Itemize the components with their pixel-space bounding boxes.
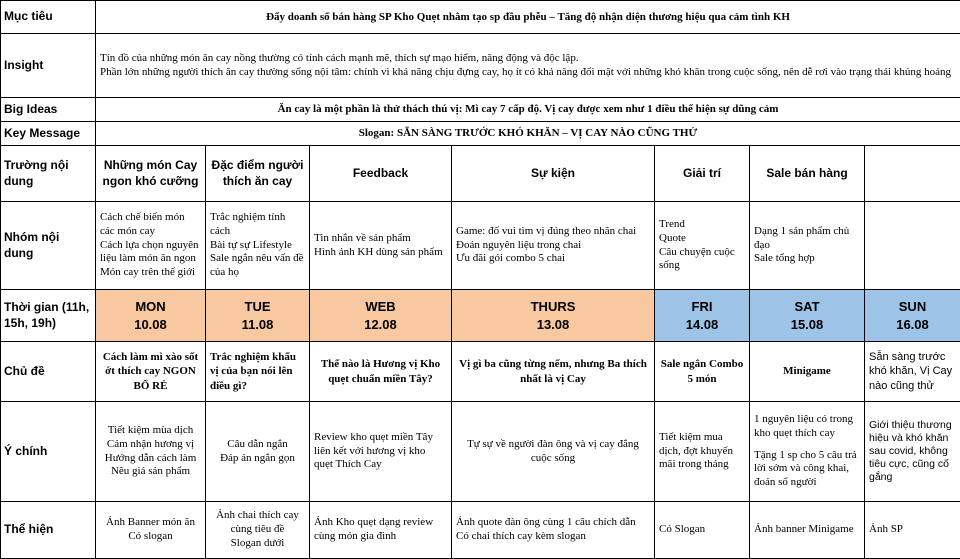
day-name: MON <box>100 298 201 316</box>
day-name: WEB <box>314 298 447 316</box>
nhom-cell <box>310 202 452 290</box>
chu-de-cell: Sẵn sàng trước khó khăn, Vị Cay nào cũng thử <box>865 342 960 402</box>
the-hien-cell <box>310 502 452 559</box>
y-chinh-item: 1 nguyên liệu có trong kho quẹt thích cay <box>754 413 860 441</box>
row-label-y-chinh: Ý chính <box>1 402 96 502</box>
day-cell-web <box>310 290 452 342</box>
truong-cell: Đặc điểm người thích ăn cay <box>206 146 310 202</box>
day-cell-tue <box>206 290 310 342</box>
nhom-cell <box>96 202 206 290</box>
chu-de-cell: Trắc nghiệm khẩu vị của bạn nói lên điều gì? <box>206 342 310 402</box>
the-hien-item: Ảnh Kho quẹt dạng review cùng món gia đình <box>314 516 447 544</box>
day-date: 16.08 <box>869 316 956 334</box>
y-chinh-cell <box>655 402 750 502</box>
day-cell-fri <box>655 290 750 342</box>
the-hien-item: Ảnh banner Minigame <box>754 523 860 537</box>
the-hien-item: Có slogan <box>100 530 201 544</box>
the-hien-item: Ảnh quote đàn ông cùng 1 câu chích dẫn <box>456 516 650 530</box>
truong-cell: Sale bán hàng <box>750 146 865 202</box>
row-y-chinh <box>1 402 960 502</box>
chu-de-cell: Minigame <box>750 342 865 402</box>
truong-cell: Những món Cay ngon khó cưỡng <box>96 146 206 202</box>
y-chinh-cell <box>452 402 655 502</box>
y-chinh-item: Tự sự về người đàn ông và vị cay đắng cuộc sống <box>456 438 650 466</box>
nhom-cell <box>865 202 960 290</box>
y-chinh-item: Đáp án ngắn gọn <box>210 452 305 466</box>
the-hien-cell <box>655 502 750 559</box>
chu-de-cell: Cách làm mì xào sốt ớt thích cay NGON BỔ RẺ <box>96 342 206 402</box>
nhom-item: Trắc nghiệm tính cách <box>210 211 305 239</box>
nhom-item: Trend <box>659 218 745 232</box>
nhom-item: Đoán nguyên liệu trong chai <box>456 239 650 253</box>
nhom-item: Quote <box>659 232 745 246</box>
the-hien-item: Ảnh chai thích cay cùng tiêu đề <box>210 509 305 537</box>
nhom-item: Cách lựa chọn nguyên liệu làm món ăn ngon <box>100 239 201 267</box>
nhom-item: Dạng 1 sản phẩm chủ đạo <box>754 225 860 253</box>
y-chinh-item: Tiết kiệm mua dịch, đợt khuyến mãi trong tháng <box>659 431 745 472</box>
insight-value <box>96 34 960 98</box>
the-hien-cell <box>452 502 655 559</box>
row-chu-de <box>1 342 960 402</box>
y-chinh-cell <box>96 402 206 502</box>
y-chinh-cell <box>310 402 452 502</box>
nhom-cell <box>206 202 310 290</box>
day-date: 15.08 <box>754 316 860 334</box>
row-truong-noi-dung <box>1 146 960 202</box>
row-insight <box>1 34 960 98</box>
row-muc-tieu <box>1 1 960 34</box>
the-hien-cell <box>750 502 865 559</box>
row-nhom-noi-dung <box>1 202 960 290</box>
row-label-insight: Insight <box>1 34 96 98</box>
the-hien-cell <box>96 502 206 559</box>
the-hien-item: Có chai thích cay kèm slogan <box>456 530 650 544</box>
day-date: 14.08 <box>659 316 745 334</box>
y-chinh-item: Hướng dẫn cách làm <box>100 452 201 466</box>
row-the-hien <box>1 502 960 559</box>
chu-de-cell: Sale ngắn Combo 5 món <box>655 342 750 402</box>
row-label-big-ideas: Big Ideas <box>1 98 96 122</box>
row-big-ideas <box>1 98 960 122</box>
row-label-nhom-noi-dung: Nhóm nội dung <box>1 202 96 290</box>
row-label-muc-tieu: Mục tiêu <box>1 1 96 34</box>
row-thoi-gian <box>1 290 960 342</box>
y-chinh-item: Giới thiệu thương hiệu và khó khăn sau covid, không tiêu cực, cũng cố gắng <box>869 419 956 485</box>
nhom-cell <box>750 202 865 290</box>
day-name: THURS <box>456 298 650 316</box>
day-name: TUE <box>210 298 305 316</box>
nhom-cell <box>452 202 655 290</box>
nhom-item: Bài tự sự Lifestyle <box>210 239 305 253</box>
insight-line: Tín đồ của những món ăn cay nồng thường có tính cách mạnh mẽ, thích sự mạo hiểm, năng động và độc lập. <box>100 52 956 66</box>
y-chinh-item: Nêu giá sản phẩm <box>100 465 201 479</box>
insight-line: Phần lớn những người thích ăn cay thường sống nội tâm: chính vì khả năng chịu đựng cay, họ ít có khả năng đối mặt với những khó khăn trong cuộc sống, nên dễ rơi vào trạng thái khủng hoảng <box>100 66 956 80</box>
the-hien-item: Ảnh SP <box>869 523 956 537</box>
day-cell-sat <box>750 290 865 342</box>
day-date: 12.08 <box>314 316 447 334</box>
day-name: SAT <box>754 298 860 316</box>
truong-cell: Giải trí <box>655 146 750 202</box>
truong-cell: Feedback <box>310 146 452 202</box>
day-cell-mon <box>96 290 206 342</box>
day-name: SUN <box>869 298 956 316</box>
the-hien-cell <box>206 502 310 559</box>
chu-de-cell: Vị gì ba cũng từng nếm, nhưng Ba thích nhất là vị Cay <box>452 342 655 402</box>
the-hien-cell <box>865 502 960 559</box>
nhom-item: Món cay trên thế giới <box>100 266 201 280</box>
y-chinh-item: Câu dẫn ngắn <box>210 438 305 452</box>
day-date: 11.08 <box>210 316 305 334</box>
truong-cell <box>865 146 960 202</box>
nhom-item: Cách chế biến món các món cay <box>100 211 201 239</box>
y-chinh-cell <box>206 402 310 502</box>
nhom-item: Sale ngắn nêu vấn đề của họ <box>210 252 305 280</box>
the-hien-item: Ảnh Banner món ăn <box>100 516 201 530</box>
truong-cell: Sự kiện <box>452 146 655 202</box>
y-chinh-item: Cảm nhận hương vị <box>100 438 201 452</box>
row-key-message <box>1 122 960 146</box>
day-cell-thurs <box>452 290 655 342</box>
day-name: FRI <box>659 298 745 316</box>
y-chinh-cell <box>865 402 960 502</box>
y-chinh-item: Review kho quẹt miền Tây liên kết với hương vị kho quẹt Thích Cay <box>314 431 447 472</box>
key-message-value: Slogan: SẴN SÀNG TRƯỚC KHÓ KHĂN – VỊ CAY NÀO CŨNG THỬ <box>96 122 960 146</box>
y-chinh-item: Tặng 1 sp cho 5 câu trả lời sớm và công khai, đoán số người <box>754 449 860 490</box>
day-date: 10.08 <box>100 316 201 334</box>
the-hien-item: Có Slogan <box>659 523 745 537</box>
nhom-item: Tin nhắn về sản phẩm <box>314 232 447 246</box>
nhom-cell <box>655 202 750 290</box>
nhom-item: Ưu đãi gói combo 5 chai <box>456 252 650 266</box>
nhom-item: Hình ảnh KH dùng sản phẩm <box>314 246 447 260</box>
day-date: 13.08 <box>456 316 650 334</box>
muc-tieu-value: Đẩy doanh số bán hàng SP Kho Quẹt nhằm tạo sp đầu phễu – Tăng độ nhận diện thương hiệu qua cảm tình KH <box>96 1 960 34</box>
row-label-chu-de: Chủ đề <box>1 342 96 402</box>
row-label-key-message: Key Message <box>1 122 96 146</box>
y-chinh-item: Tiết kiệm mùa dịch <box>100 424 201 438</box>
y-chinh-cell <box>750 402 865 502</box>
nhom-item: Game: đố vui tìm vị đúng theo nhãn chai <box>456 225 650 239</box>
nhom-item: Câu chuyện cuộc sống <box>659 246 745 274</box>
big-ideas-value: Ăn cay là một phần là thử thách thú vị: Mì cay 7 cấp độ. Vị cay được xem như 1 điều thể hiện sự dũng cảm <box>96 98 960 122</box>
day-cell-sun <box>865 290 960 342</box>
nhom-item: Sale tổng hợp <box>754 252 860 266</box>
row-label-thoi-gian: Thời gian (11h, 15h, 19h) <box>1 290 96 342</box>
row-label-the-hien: Thể hiện <box>1 502 96 559</box>
chu-de-cell: Thế nào là Hương vị Kho quẹt chuẩn miền Tây? <box>310 342 452 402</box>
the-hien-item: Slogan dưới <box>210 537 305 551</box>
row-label-truong-noi-dung: Trường nội dung <box>1 146 96 202</box>
